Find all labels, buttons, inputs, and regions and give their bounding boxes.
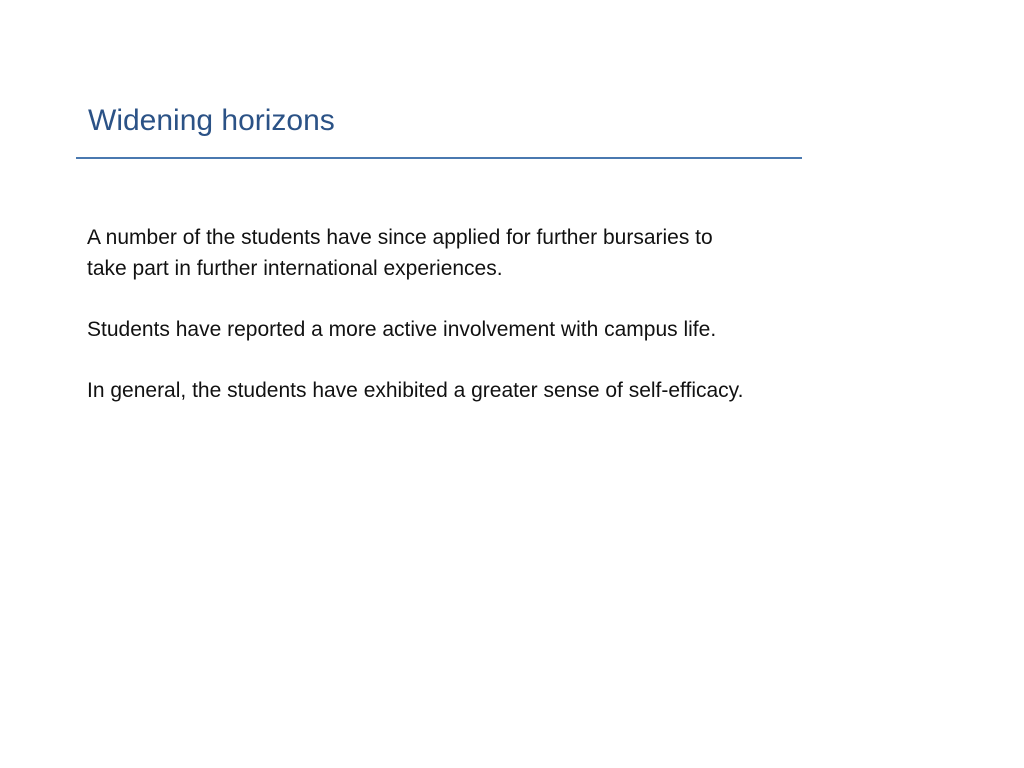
paragraph-self-efficacy: In general, the students have exhibited a greater sense of self-efficacy. (87, 379, 744, 402)
paragraph-bursaries (87, 222, 847, 284)
title-divider (76, 157, 802, 159)
paragraph-bursaries-line-1: A number of the students have since applied for further bursaries to (87, 226, 713, 249)
slide-body (87, 222, 847, 436)
paragraph-campus-life: Students have reported a more active involvement with campus life. (87, 318, 717, 341)
slide-title: Widening horizons (88, 104, 335, 137)
paragraph-bursaries-line-2: take part in further international experiences. (87, 257, 503, 280)
